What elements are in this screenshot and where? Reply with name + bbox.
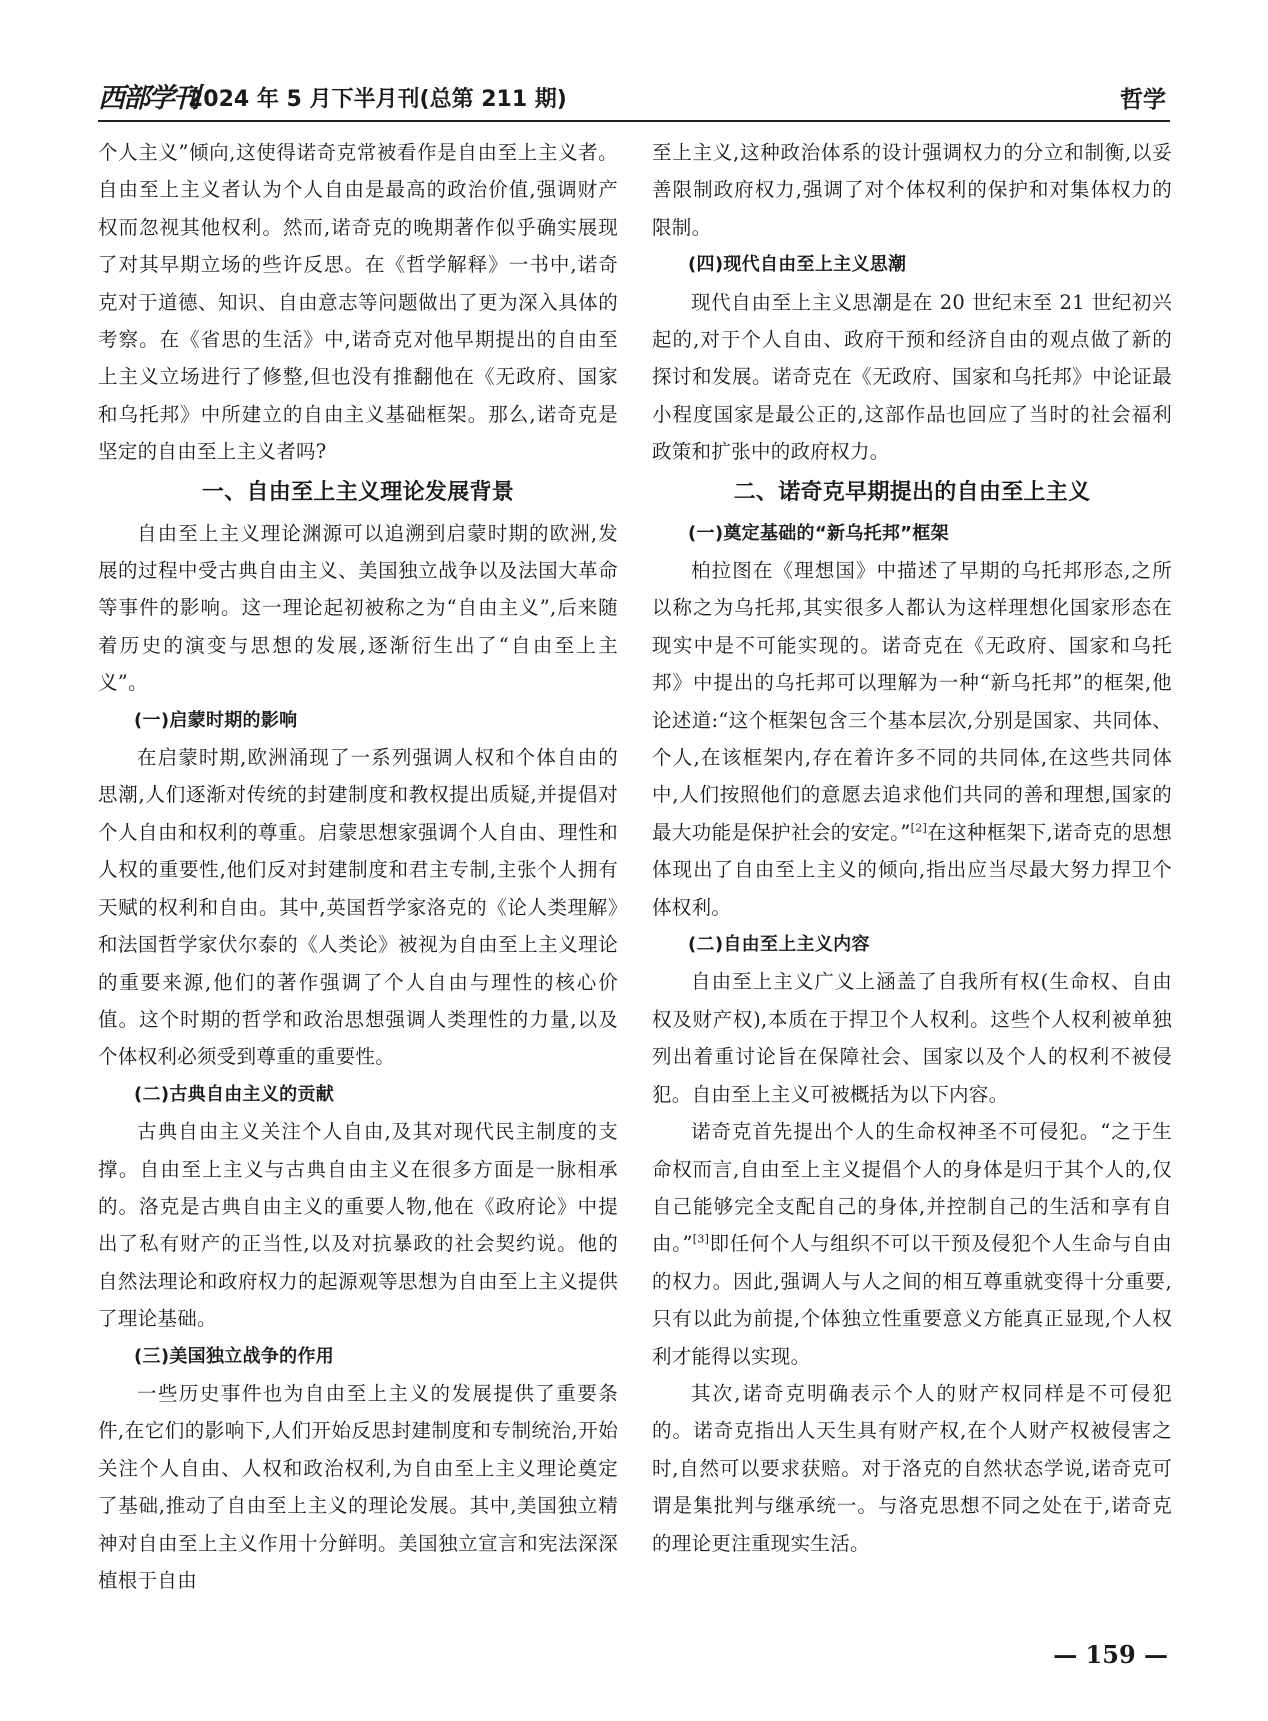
paragraph: 个人主义”倾向,这使得诺奇克常被看作是自由至上主义者。自由至上主义者认为个人自由是最高的政治价值,强调财产权而忽视其他权利。然而,诺奇克的晚期著作似乎确实展现了对其早期立场的些许反思。在《哲学解释》一书中,诺奇克对于道德、知识、自由意志等问题做出了更为深入具体的考察。在《省思的生活》中,诺奇克对他早期提出的自由至上主义立场进行了修整,但也没有推翻他在《无政府、国家和乌托邦》中所建立的自由主义基础框架。那么,诺奇克是坚定的自由至上主义者吗? [98,141,618,464]
paragraph: 古典自由主义关注个人自由,及其对现代民主制度的支撑。自由至上主义与古典自由主义在很多方面是一脉相承的。洛克是古典自由主义的重要人物,他在《政府论》中提出了私有财产的正当性,以及对抗暴政的社会契约说。他的自然法理论和政府权力的起源观等思想为自由至上主义提供了理论基础。 [98,1120,618,1331]
section-tag: 哲学 [1120,87,1166,113]
left-column [98,134,618,1599]
paragraph-text: 柏拉图在《理想国》中描述了早期的乌托邦形态,之所以称之为乌托邦,其实很多人都认为这样理想化国家形态在现实中是不可能实现的。诺奇克在《无政府、国家和乌托邦》中提出的乌托邦可以理解为一种“新乌托邦”的框架,他论述道:“这个框架包含三个基本层次,分别是国家、共同体、个人,在该框架内,存在着许多不同的共同体,在这些共同体中,人们按照他们的意愿去追求他们共同的善和理想,国家的最大功能是保护社会的安定。” [652,559,1172,844]
right-column [652,134,1172,1562]
paragraph: 至上主义,这种政治体系的设计强调权力的分立和制衡,以妥善限制政府权力,强调了对个体权利的保护和对集体权力的限制。 [652,141,1172,239]
citation-ref: [3] [692,1232,710,1246]
paragraph: 在启蒙时期,欧洲涌现了一系列强调人权和个体自由的思潮,人们逐渐对传统的封建制度和教权提出质疑,并提倡对个人自由和权利的尊重。启蒙思想家强调个人自由、理性和人权的重要性,他们反对封建制度和君主专制,主张个人拥有天赋的权利和自由。其中,英国哲学家洛克的《论人类理解》和法国哲学家伏尔泰的《人类论》被视为自由至上主义理论的重要来源,他们的著作强调了个人自由与理性的核心价值。这个时期的哲学和政治思想强调人类理性的力量,以及个体权利必须受到尊重的重要性。 [98,746,618,1069]
issue-info: 2024 年 5 月下半月刊(总第 211 期) [188,87,567,112]
section-heading: 一、自由至上主义理论发展背景 [201,479,515,505]
subsection-heading: (二)古典自由主义的贡献 [134,1083,335,1105]
page-number: — 159 — [1053,1640,1168,1669]
subsection-heading: (三)美国独立战争的作用 [134,1345,335,1367]
paragraph-text: 诺奇克首先提出个人的生命权神圣不可侵犯。“之于生命权而言,自由至上主义提倡个人的身体是归于其个人的,仅自己能够完全支配自己的身体,并控制自己的生活和享有自由。” [652,1120,1172,1256]
subsection-heading: (一)奠定基础的“新乌托邦”框架 [688,522,949,544]
subsection-heading: (一)启蒙时期的影响 [134,709,298,731]
subsection-heading: (二)自由至上主义内容 [688,934,870,956]
paragraph [652,552,1172,926]
paragraph: 现代自由至上主义思潮是在 20 世纪末至 21 世纪初兴起的,对于个人自由、政府干预和经济自由的观点做了新的探讨和发展。诺奇克在《无政府、国家和乌托邦》中论证最小程度国家是最公正的,这部作品也回应了当时的社会福利政策和扩张中的政府权力。 [652,290,1172,464]
journal-logo: 西部学刊 [98,83,198,114]
section-heading: 二、诺奇克早期提出的自由至上主义 [733,479,1091,505]
paragraph [652,1113,1172,1375]
paragraph-text: 即任何个人与组织不可以干预及侵犯个人生命与自由的权力。因此,强调人与人之间的相互尊重就变得十分重要,只有以此为前提,个体独立性重要意义方能真正显现,个人权利才能得以实现。 [652,1232,1172,1368]
paragraph: 其次,诺奇克明确表示个人的财产权同样是不可侵犯的。诺奇克指出人天生具有财产权,在个人财产权被侵害之时,自然可以要求获赔。对于洛克的自然状态学说,诺奇克可谓是集批判与继承统一。与洛克思想不同之处在于,诺奇克的理论更注重现实生活。 [652,1381,1172,1555]
paragraph: 自由至上主义理论渊源可以追溯到启蒙时期的欧洲,发展的过程中受古典自由主义、美国独立战争以及法国大革命等事件的影响。这一理论起初被称之为“自由主义”,后来随着历史的演变与思想的发展,逐渐衍生出了“自由至上主义”。 [98,521,618,695]
paragraph: 一些历史事件也为自由至上主义的发展提供了重要条件,在它们的影响下,人们开始反思封建制度和专制统治,开始关注个人自由、人权和政治权利,为自由至上主义理论奠定了基础,推动了自由至上主义的理论发展。其中,美国独立精神对自由至上主义作用十分鲜明。美国独立宣言和宪法深深植根于自由 [98,1381,618,1592]
paragraph-text: 在这种框架下,诺奇克的思想体现出了自由至上主义的倾向,指出应当尽最大努力捍卫个体权利。 [652,820,1172,919]
subsection-heading: (四)现代自由至上主义思潮 [688,254,907,276]
citation-ref: [2] [910,821,928,835]
paragraph: 自由至上主义广义上涵盖了自我所有权(生命权、自由权及财产权),本质在于捍卫个人权利。这些个人权利被单独列出着重讨论旨在保障社会、国家以及个人的权利不被侵犯。自由至上主义可被概括为以下内容。 [652,970,1172,1106]
running-header [98,80,1170,122]
